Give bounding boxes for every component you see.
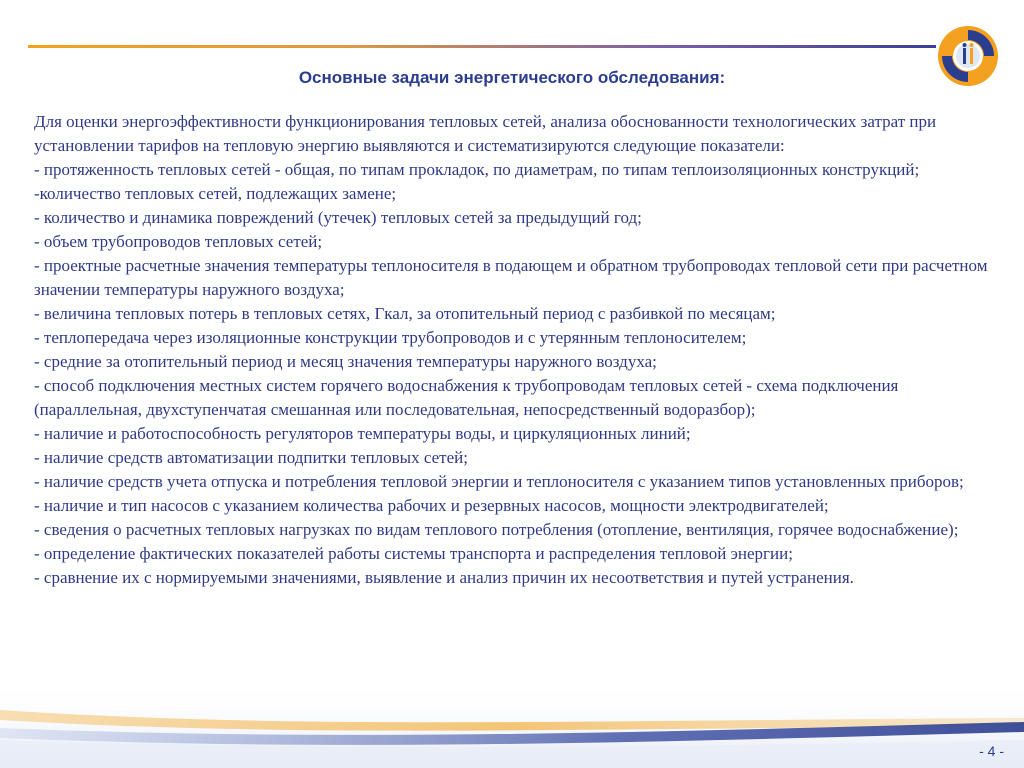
list-item: - протяженность тепловых сетей - общая, по типам прокладок, по диаметрам, по типам теплоизоляционных конструкций;	[34, 160, 920, 179]
page-number: - 4 -	[979, 743, 1004, 759]
list-item: - определение фактических показателей работы системы транспорта и распределения тепловой энергии;	[34, 544, 793, 563]
list-item: - сравнение их с нормируемыми значениями, выявление и анализ причин их несоответствия и путей устранения.	[34, 568, 854, 587]
list-item: - проектные расчетные значения температуры теплоносителя в подающем и обратном трубопроводах тепловой сети при расчетном значении температуры наружного воздуха;	[34, 256, 988, 299]
list-item: - объем трубопроводов тепловых сетей;	[34, 232, 323, 251]
list-item: - теплопередача через изоляционные конструкции трубопроводов и с утерянным теплоносителем;	[34, 328, 747, 347]
list-item: - средние за отопительный период и месяц значения температуры наружного воздуха;	[34, 352, 657, 371]
intro-paragraph: Для оценки энергоэффективности функционирования тепловых сетей, анализа обоснованности технологических затрат при установлении тарифов на тепловую энергию выявляются и систематизируются следующие показатели:	[34, 112, 937, 155]
footer-swoosh	[0, 680, 1024, 768]
header-rule	[28, 45, 936, 48]
content-body	[34, 110, 1009, 590]
list-item: - сведения о расчетных тепловых нагрузках по видам теплового потребления (отопление, вентиляция, горячее водоснабжение);	[34, 520, 959, 539]
list-item: - наличие средств учета отпуска и потребления тепловой энергии и теплоносителя с указанием типов установленных приборов;	[34, 472, 964, 491]
list-item: - способ подключения местных систем горячего водоснабжения к трубопроводам тепловых сетей - схема подключения (параллельная, двухступенчатая смешанная или последовательная, непосредственный водоразбор);	[34, 376, 899, 419]
list-item: - наличие средств автоматизации подпитки тепловых сетей;	[34, 448, 468, 467]
list-item: - наличие и тип насосов с указанием количества рабочих и резервных насосов, мощности электродвигателей;	[34, 496, 829, 515]
list-item: -количество тепловых сетей, подлежащих замене;	[34, 184, 397, 203]
list-item: - количество и динамика повреждений (утечек) тепловых сетей за предыдущий год;	[34, 208, 642, 227]
list-item: - величина тепловых потерь в тепловых сетях, Гкал, за отопительный период с разбивкой по месяцам;	[34, 304, 776, 323]
slide-title: Основные задачи энергетического обследования:	[298, 68, 726, 87]
list-item: - наличие и работоспособность регуляторов температуры воды, и циркуляционных линий;	[34, 424, 691, 443]
